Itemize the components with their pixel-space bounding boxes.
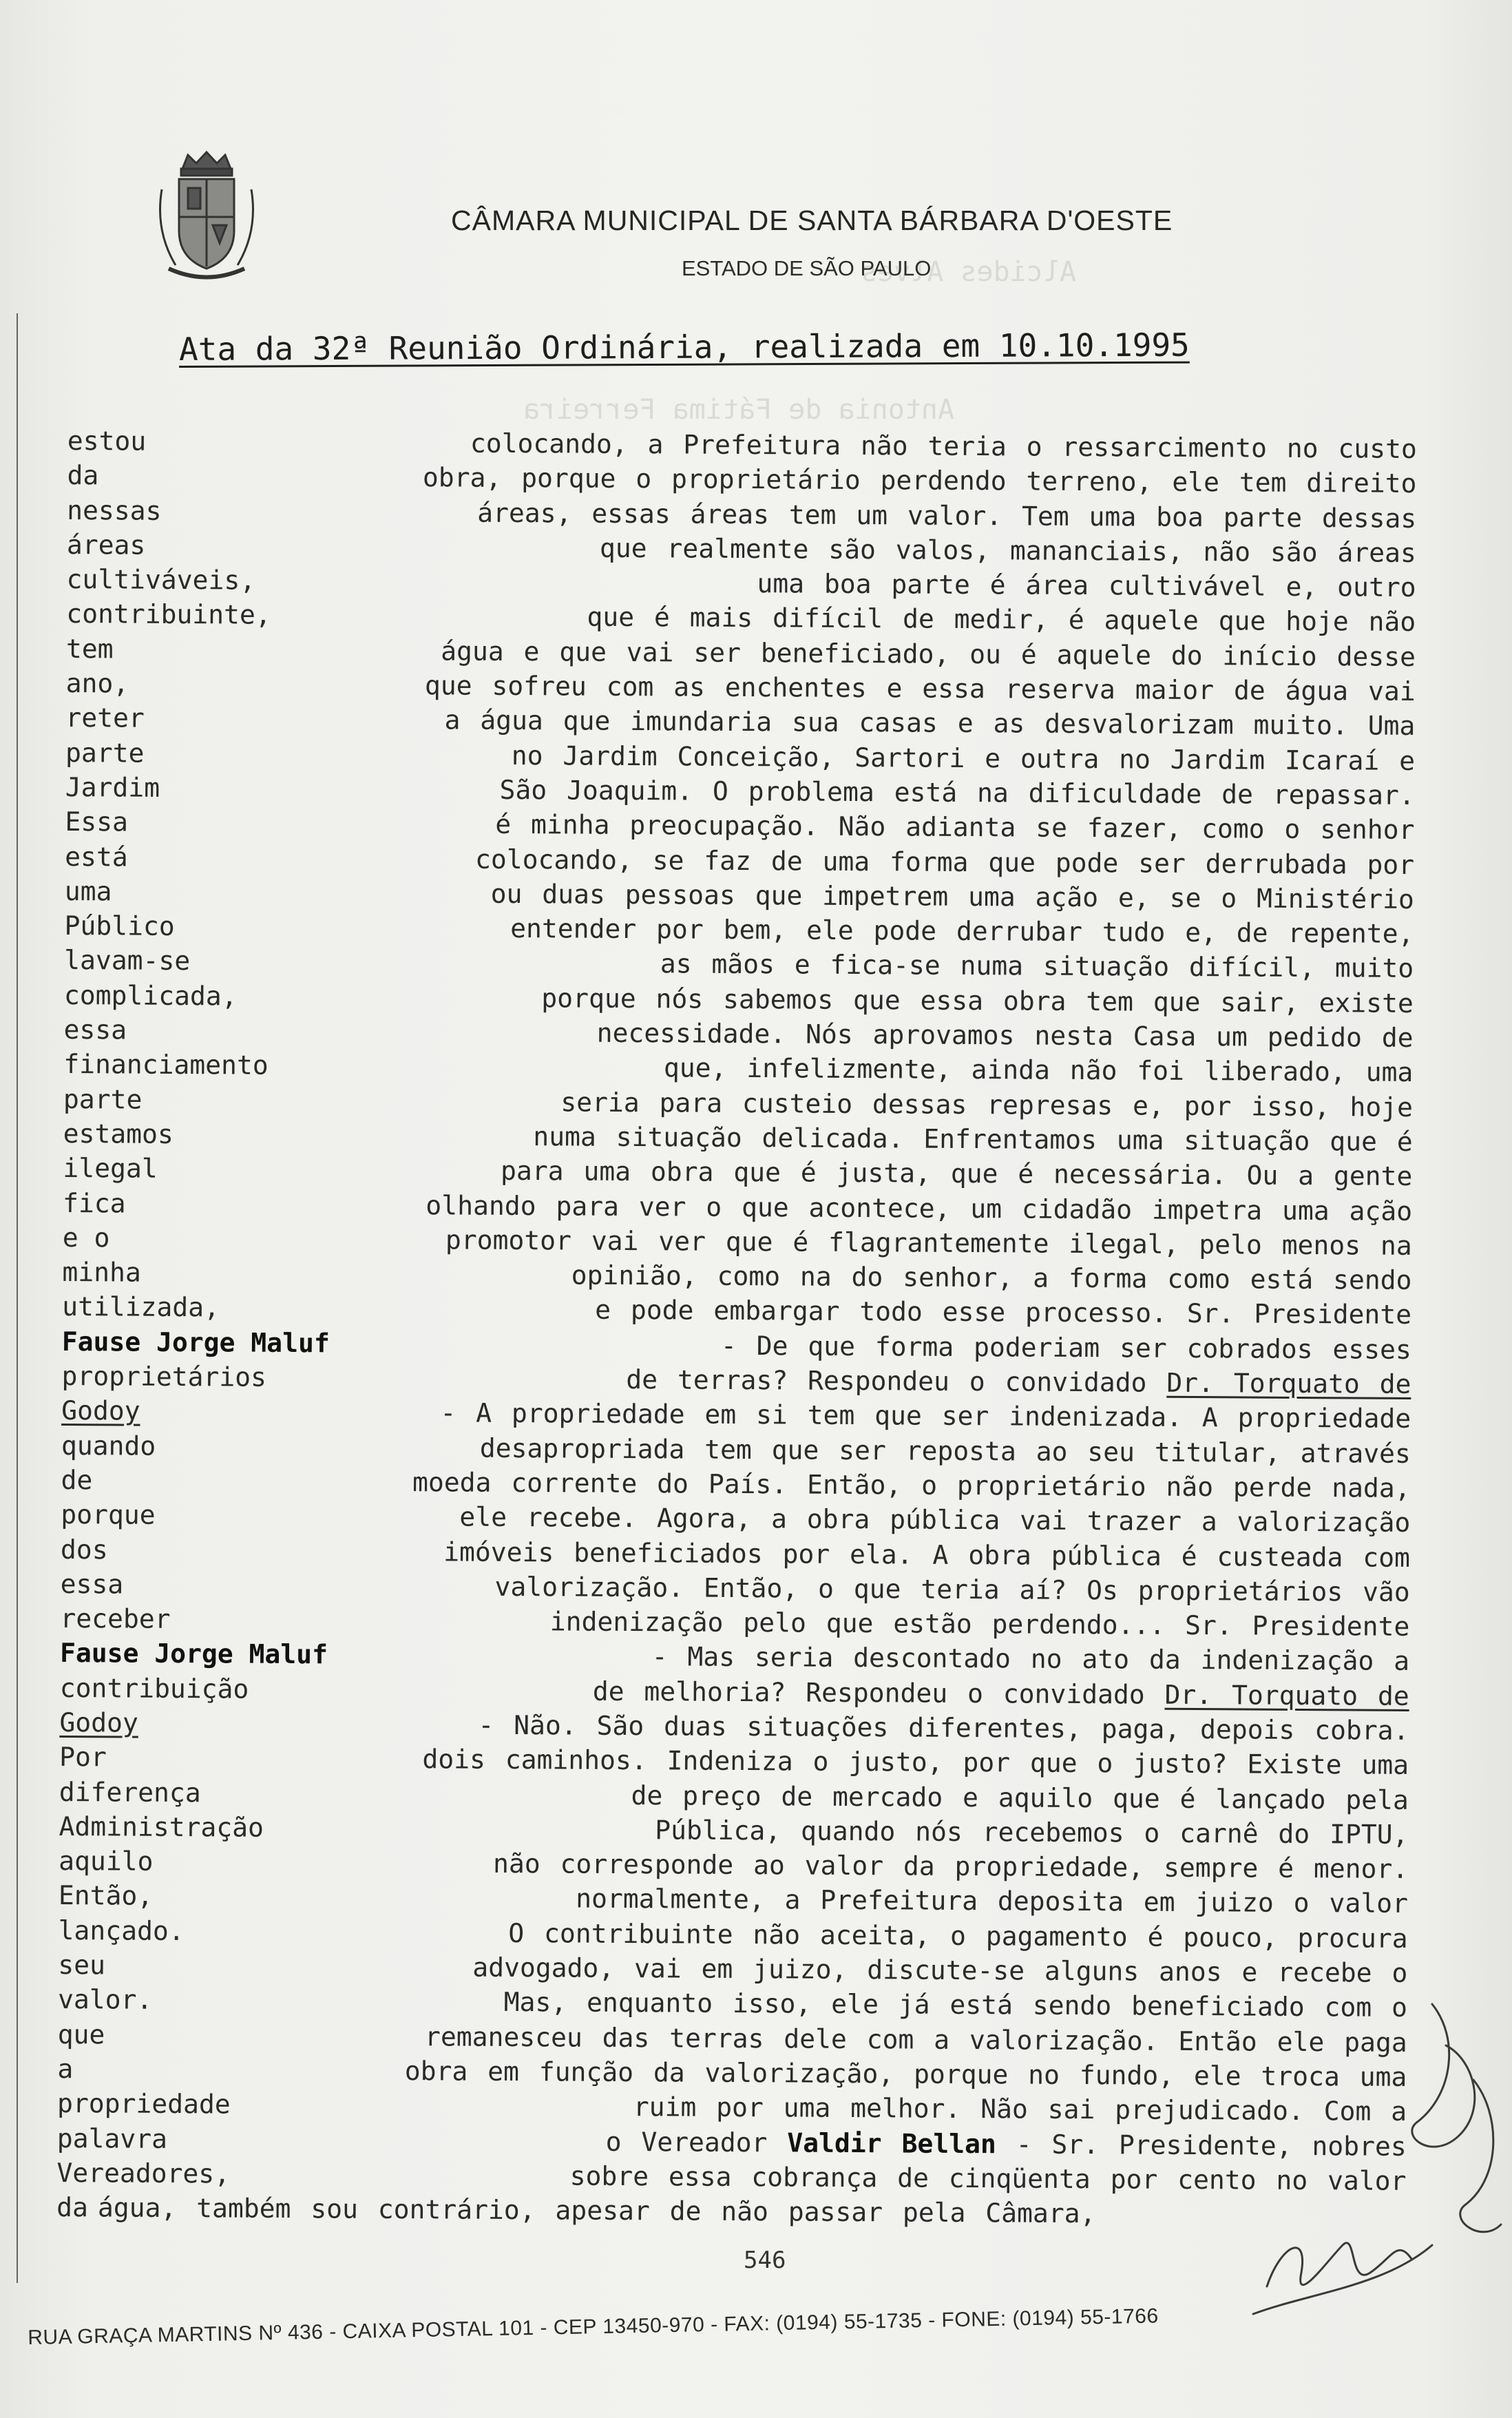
line-justify-gap [161,519,477,521]
line-rest: de melhoria? Respondeu o convidado [592,1676,1145,1710]
line-justify-gap [73,2078,405,2080]
line-justify-gap [170,1628,549,1630]
line-first-word: valor. [57,1984,153,2016]
line-rest: que, infelizmente, ainda não foi liberado, uma [663,1052,1414,1088]
line-text [541,981,1414,1021]
line-justify-gap [160,797,500,799]
line-text [660,947,1414,986]
line-first-word: que [57,2019,105,2050]
line-text [597,1016,1414,1056]
line-text [721,1328,1411,1367]
line-text [443,1534,1410,1575]
line-text [98,2190,1096,2231]
line-text [533,1119,1413,1159]
line-text [426,1188,1412,1229]
line-text [472,1950,1407,1991]
line-first-word: áreas [66,529,146,561]
line-justify-gap [129,693,425,695]
line-text [587,600,1416,640]
line-rest: desapropriada tem que ser reposta ao seu titular, através [479,1432,1411,1469]
line-text [550,1604,1410,1644]
line-text [508,1916,1408,1956]
line-first-word: Fause Jorge Maluf [59,1638,328,1670]
line-justify-gap [140,1420,441,1422]
line-text [475,842,1414,882]
line-text [757,566,1416,605]
line-first-word: fica [62,1187,126,1219]
line-first-word: Fause Jorge Maluf [61,1326,330,1359]
line-first-word: cultiváveis, [66,564,256,596]
line-text [595,1293,1411,1333]
line-first-word: porque [61,1499,156,1531]
line-justify-gap [144,762,511,764]
line-justify-gap [105,2043,425,2045]
line-justify-gap [146,450,470,452]
line-justify-gap [175,935,511,937]
line-rest: a água que imundaria sua casas e as desvalorizam muito. Uma [444,705,1416,742]
line-text [422,1742,1409,1782]
line-justify-gap [153,1905,576,1908]
line-justify-gap [128,866,475,868]
line-first-word: ilegal [63,1153,158,1185]
line-justify-gap [158,1178,501,1180]
line-first-word: contribuição [59,1672,249,1705]
line-rest: que realmente são valos, mananciais, não são áreas [599,532,1417,568]
line-justify-gap [126,1212,426,1214]
line-justify-gap [156,1455,480,1457]
line-first-word: Vereadores, [56,2157,231,2189]
line-rest: Pública, quando nós recebemos o carnê do IPTU, [655,1815,1409,1850]
line-first-word: proprietários [61,1360,267,1393]
line-text [493,1846,1408,1886]
line-first-word: parte [63,1083,143,1115]
line-first-word: estamos [63,1118,174,1149]
line-first-word: e o [62,1222,110,1253]
line-first-word: Por [59,1742,107,1773]
line-text [440,1396,1411,1437]
line-first-word: de [61,1464,93,1496]
line-first-word: utilizada, [62,1291,220,1323]
line-rest: colocando, se faz de uma forma que pode ser derrubada por [474,844,1415,880]
line-text [494,1570,1409,1609]
line-rest: moeda corrente do País. Então, o proprietário não perde nada, [412,1466,1411,1503]
line-justify-gap [201,1802,631,1804]
line-justify-gap [107,1766,423,1769]
line-first-word: quando [61,1430,156,1461]
line-justify-gap [142,1108,560,1111]
line-justify-gap [112,900,490,902]
line-rest: entender por bem, ele pode derrubar tudo e, de repente, [510,913,1414,950]
line-justify-gap [264,1837,655,1839]
bleed-through-name-2: Antonia de Fátima Ferreira [523,394,955,426]
line-first-word: Godoy [61,1395,140,1426]
line-rest: - A propriedade em si tem que ser indenizada. A propriedade [440,1397,1411,1435]
line-rest: - De que forma poderiam ser cobrados esses [720,1330,1411,1365]
line-justify-gap [152,2009,503,2011]
line-first-word: minha [62,1257,141,1288]
line-first-word: palavra [56,2123,168,2154]
left-margin-rule [17,313,18,2283]
line-rest: obra, porque o proprietário perdendo terreno, ele tem direito [422,462,1417,499]
line-justify-gap [109,1247,445,1249]
line-first-word: Essa [65,806,129,837]
line-justify-gap [255,590,757,592]
line-rest: seria para custeio dessas represas e, por isso, hoje [560,1087,1414,1123]
line-first-word: aquilo [59,1846,154,1877]
line-rest: valorização. Então, o que teria aí? Os proprietários vão [494,1571,1410,1607]
line-text [652,1640,1410,1679]
minutes-title: Ata da 32ª Reunião Ordinária, realizada em 10.10.1995 [178,326,1190,368]
line-rest: de preço de mercado e aquilo que é lançado pela [631,1780,1409,1815]
line-justify-gap [92,1489,412,1491]
line-rest: - Mas seria descontado no ato da indenização a [651,1641,1410,1677]
line-text [441,634,1416,674]
line-rest: obra em função da valorização, porque no fundo, ele troca uma [404,2055,1407,2092]
line-first-word: a [57,2053,74,2085]
line-first-word: Então, [58,1880,154,1912]
line-rest: para uma obra que é justa, que é necessária. Ou a gente [500,1156,1413,1192]
line-justify-gap [266,1386,626,1388]
page-number: 546 [744,2247,786,2274]
line-first-word: propriedade [56,2088,231,2120]
line-text [512,738,1416,778]
line-rest: não corresponde ao valor da propriedade, sempre é menor. [492,1848,1409,1885]
line-justify-gap [145,554,600,557]
line-rest: Mas, enquanto isso, ele já está sendo beneficiado com o [503,1987,1408,2023]
line-justify-gap [230,2182,570,2185]
line-justify-gap [238,1005,542,1007]
line-justify-gap [174,1143,533,1145]
line-rest: água e que vai ser beneficiado, ou é aquele do início desse [441,636,1416,672]
line-first-word: essa [60,1568,124,1600]
line-rest: advogado, vai em juizo, discute-se alguns anos e recebe o [472,1952,1408,1988]
line-text [600,531,1416,571]
line-justify-gap [138,1732,479,1734]
line-rest: de terras? Respondeu o convidado [626,1364,1147,1398]
line-first-word: contribuinte, [66,598,271,631]
line-first-word: uma [64,875,112,907]
line-first-word: tem [65,633,114,665]
speaker-name-bold: Valdir Bellan [787,2127,996,2159]
line-rest: colocando, a Prefeitura não teria o ressarcimento no custo [470,428,1417,464]
line-justify-gap [271,624,587,626]
line-first-word: reter [65,702,145,734]
line-justify-gap [269,1074,664,1077]
line-rest: ele recebe. Agora, a obra pública vai trazer a valorização [459,1501,1411,1539]
line-text [576,1882,1408,1921]
line-text [593,1674,1409,1713]
line-text [631,1778,1409,1817]
line-first-word: seu [58,1950,106,1981]
line-text [491,877,1414,917]
line-rest: promotor vai ver que é flagrantemente ilegal, pelo menos na [445,1224,1412,1261]
line-justify-gap [98,485,423,487]
line-rest: que sofreu com as enchentes e essa reserva maior de água vai [424,670,1416,707]
line-justify-gap [123,1593,494,1595]
line-justify-gap [128,831,495,833]
line-justify-gap [141,1282,571,1284]
line-text [499,773,1414,813]
line-text [495,807,1414,847]
line-first-word: lançado. [58,1915,185,1946]
line-rest: é minha preocupação. Não adianta se fazer, como o senhor [495,809,1415,846]
line-rest: opinião, como na do senhor, a forma como está sendo [571,1260,1412,1296]
line-text [470,426,1417,467]
line-rest: sobre essa cobrança de cinqüenta por cento no valor [569,2160,1407,2196]
line-rest: e pode embargar todo esse processo. Sr. Presidente [595,1295,1412,1331]
line-justify-gap [249,1698,593,1700]
line-justify-gap [153,1870,493,1873]
line-first-word: essa [63,1014,127,1045]
line-first-word: ano, [65,668,129,699]
line-justify-gap [167,2147,606,2150]
line-first-word: lavam-se [64,945,191,977]
line-rest: ou duas pessoas que impetrem uma ação e, se o Ministério [490,878,1414,915]
bleed-through-name-1: Alcides Alves [861,256,1077,288]
speaker-name-underlined: Dr. Torquato de [1166,1367,1411,1399]
line-text [626,1362,1411,1401]
line-rest: água, também sou contrário, apesar de não passar pela Câmara, [97,2192,1096,2229]
line-rest: áreas, essas áreas tem um valor. Tem uma boa parte dessas [477,497,1417,534]
line-rest: O contribuinte não aceita, o pagamento é pouco, procura [508,1917,1408,1954]
line-rest: porque nós sabemos que essa obra tem que sair, existe [541,982,1414,1019]
line-first-word: nessas [67,494,162,526]
line-justify-gap [105,1974,472,1976]
line-first-word: Jardim [65,771,160,803]
line-text [477,495,1416,536]
line-justify-gap [127,1039,597,1042]
line-text [423,460,1417,501]
handwritten-signature [1226,1997,1508,2321]
line-justify-gap [328,1664,652,1666]
line-rest: São Joaquim. O problema está na dificuldade de repassar. [499,774,1415,811]
line-text [459,1500,1410,1541]
line-text [560,1085,1413,1125]
line-rest: dois caminhos. Indeniza o justo, por que o justo? Existe uma [422,1744,1409,1781]
line-first-word: diferença [59,1776,201,1808]
line-first-word: da [67,460,99,491]
line-text [412,1465,1411,1505]
line-justify-gap [220,1317,595,1319]
line-first-word: dos [60,1534,108,1565]
line-justify-gap [190,970,660,973]
line-text [571,1258,1412,1298]
line-first-word: financiamento [63,1049,269,1081]
line-rest: o Vereador [605,2126,768,2158]
line-first-word: receber [60,1603,171,1635]
line-rest-continued: - Sr. Presidente, nobres [1016,2129,1407,2162]
line-text [444,703,1415,744]
line-text [480,1430,1411,1471]
line-rest: imóveis beneficiados por ela. A obra pública é custeada com [443,1536,1411,1573]
line-text [425,668,1416,709]
line-first-word: Administração [59,1811,264,1843]
minutes-body [56,424,1417,2233]
line-first-word: Godoy [59,1707,139,1738]
line-rest: que é mais difícil de medir, é aquele que hoje não [587,602,1416,638]
line-first-word: está [65,841,128,873]
line-justify-gap [231,2114,633,2116]
line-rest: - Não. São duas situações diferentes, paga, depois cobra. [478,1709,1409,1746]
line-first-word: parte [65,737,145,769]
line-rest: uma boa parte é área cultivável e, outro [757,568,1416,603]
line-justify-gap [330,1352,721,1354]
line-text [445,1222,1412,1263]
institution-title: CÂMARA MUNICIPAL DE SANTA BÁRBARA D'OESTE [451,205,1173,236]
line-text [655,1813,1409,1852]
municipal-crest-icon [155,148,258,286]
line-first-word: Público [64,910,175,942]
line-justify-gap [185,1940,509,1942]
line-first-word: da [56,2192,89,2223]
line-rest: indenização pelo que estão perdendo... Sr. Presidente [549,1606,1410,1643]
line-rest: normalmente, a Prefeitura deposita em juizo o valor [576,1884,1409,1919]
footer-address: RUA GRAÇA MARTINS Nº 436 - CAIXA POSTAL 101 - CEP 13450-970 - FAX: (0194) 55-1735 - FONE: (0194) 55-1766 [28,2304,1159,2349]
line-rest: as mãos e fica-se numa situação difícil, muito [660,948,1414,984]
institution-subtitle: ESTADO DE SÃO PAULO [682,256,932,280]
speaker-name-underlined: Dr. Torquato de [1164,1679,1409,1711]
line-justify-gap [114,658,441,660]
line-first-word: complicada, [63,979,238,1012]
line-rest: remanesceu das terras dele com a valorização. Então ele paga [424,2021,1407,2058]
line-text [510,911,1414,951]
line-first-word: estou [67,425,147,457]
line-rest: numa situação delicada. Enfrentamos uma situação que é [533,1121,1413,1157]
line-text [478,1708,1409,1749]
line-justify-gap [156,1524,460,1526]
line-justify-gap [145,727,445,729]
line-rest: olhando para ver o que acontece, um cidadão impetra uma ação [426,1189,1413,1227]
line-rest: ruim por uma melhor. Não sai prejudicado. Com a [633,2092,1407,2127]
line-text [501,1154,1413,1194]
line-rest: necessidade. Nós aprovamos nesta Casa um pedido de [596,1017,1414,1054]
line-rest: no Jardim Conceição, Sartori e outra no Jardim Icaraí e [511,740,1416,776]
line-justify-gap [108,1559,444,1561]
line-text [664,1051,1414,1090]
